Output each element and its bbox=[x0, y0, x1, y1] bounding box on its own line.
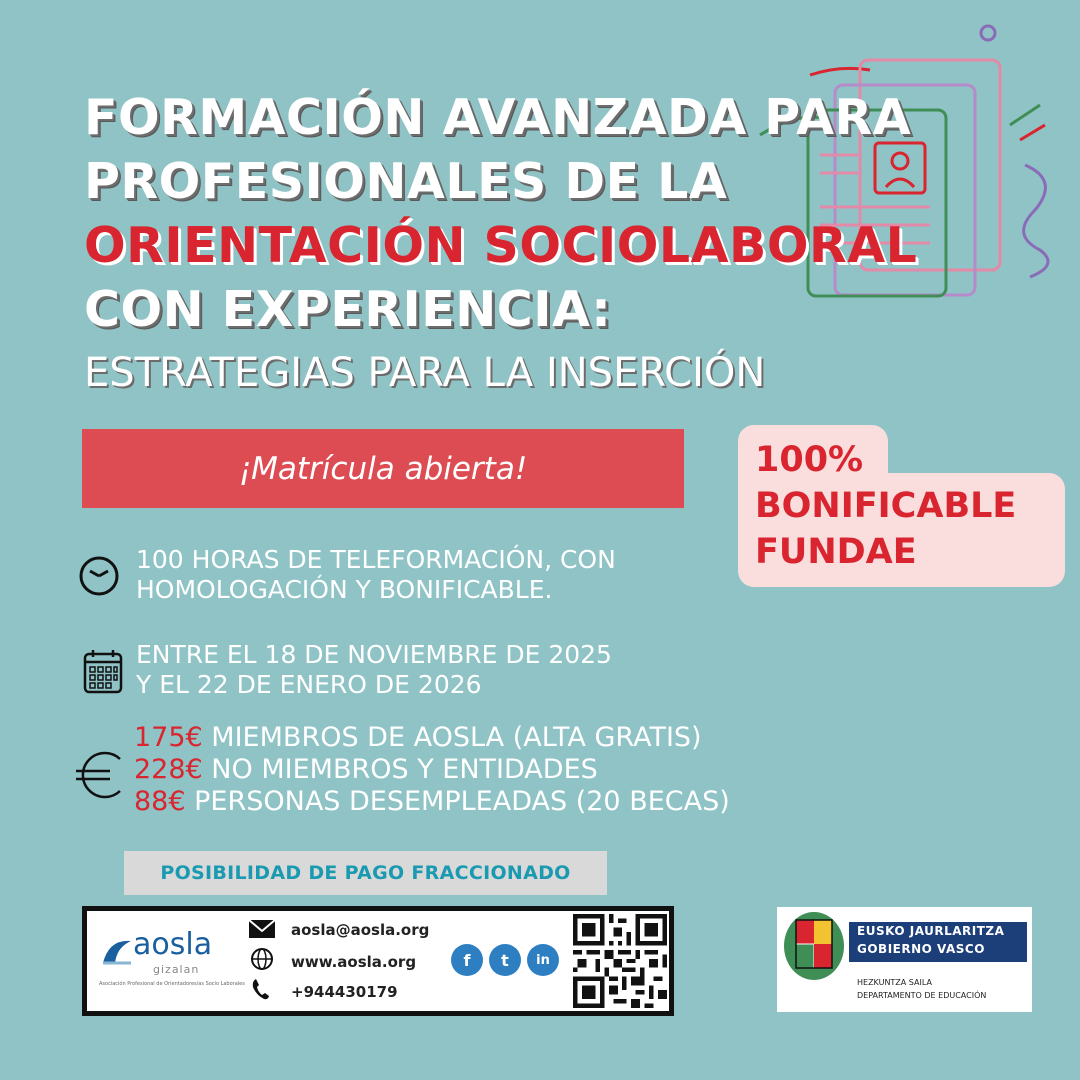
hours-line-1: 100 HORAS DE TELEFORMACIÓN, CON bbox=[136, 545, 616, 574]
price-row: 228€ NO MIEMBROS Y ENTIDADES bbox=[134, 754, 598, 785]
installments-banner bbox=[124, 851, 607, 895]
contact-email[interactable]: aosla@aosla.org bbox=[291, 921, 430, 939]
phone-icon bbox=[247, 977, 277, 1001]
twitter-icon[interactable]: t bbox=[489, 944, 521, 976]
contact-box bbox=[82, 906, 674, 1016]
facebook-icon[interactable]: f bbox=[451, 944, 483, 976]
calendar-icon bbox=[82, 647, 124, 695]
euro-icon bbox=[72, 745, 132, 805]
logo-desc: Asociación Profesional de Orientadores/as Socio Laborales bbox=[99, 981, 245, 987]
badge-line-2: BONIFICABLE bbox=[755, 486, 1017, 526]
price-row: 175€ MIEMBROS DE AOSLA (ALTA GRATIS) bbox=[134, 722, 702, 753]
email-icon bbox=[247, 917, 277, 941]
aosla-logo-icon bbox=[99, 933, 135, 969]
dates-line-1: ENTRE EL 18 DE NOVIEMBRE DE 2025 bbox=[136, 640, 612, 669]
badge-line-1: 100% bbox=[755, 440, 864, 480]
hours-info bbox=[136, 545, 616, 605]
dates-info bbox=[136, 640, 612, 700]
bonificable-badge bbox=[738, 425, 1068, 587]
installments-label: POSIBILIDAD DE PAGO FRACCIONADO bbox=[160, 862, 571, 884]
subtitle: ESTRATEGIAS PARA LA INSERCIÓN bbox=[84, 350, 766, 396]
hours-line-2: HOMOLOGACIÓN Y BONIFICABLE. bbox=[136, 575, 553, 604]
enrollment-banner bbox=[82, 429, 684, 508]
coat-of-arms-icon bbox=[782, 910, 846, 982]
qr-code-icon[interactable] bbox=[573, 914, 667, 1008]
dept-basque: HEZKUNTZA SAILA bbox=[857, 978, 932, 987]
linkedin-icon[interactable]: in bbox=[527, 944, 559, 976]
globe-icon bbox=[247, 947, 277, 971]
contact-phone[interactable]: +944430179 bbox=[291, 983, 398, 1001]
prices-info bbox=[134, 722, 730, 818]
main-title bbox=[84, 86, 964, 342]
gov-name-spanish: GOBIERNO VASCO bbox=[857, 942, 985, 956]
gov-name-basque: EUSKO JAURLARITZA bbox=[857, 924, 1005, 938]
dates-line-2: Y EL 22 DE ENERO DE 2026 bbox=[136, 670, 482, 699]
dept-spanish: DEPARTAMENTO DE EDUCACIÓN bbox=[857, 991, 987, 1000]
badge-line-3: FUNDAE bbox=[755, 532, 917, 572]
title-line-3: ORIENTACIÓN SOCIOLABORAL bbox=[84, 217, 918, 274]
enrollment-label: ¡Matrícula abierta! bbox=[238, 450, 528, 487]
government-logo bbox=[777, 907, 1032, 1012]
title-line-1: FORMACIÓN AVANZADA PARA bbox=[84, 89, 912, 146]
title-line-4: CON EXPERIENCIA: bbox=[84, 281, 612, 338]
clock-icon bbox=[78, 555, 120, 597]
logo-sub: gizalan bbox=[153, 963, 200, 976]
price-row: 88€ PERSONAS DESEMPLEADAS (20 BECAS) bbox=[134, 786, 730, 817]
title-line-2: PROFESIONALES DE LA bbox=[84, 153, 728, 210]
logo-name: aosla bbox=[133, 927, 213, 962]
contact-web[interactable]: www.aosla.org bbox=[291, 953, 417, 971]
